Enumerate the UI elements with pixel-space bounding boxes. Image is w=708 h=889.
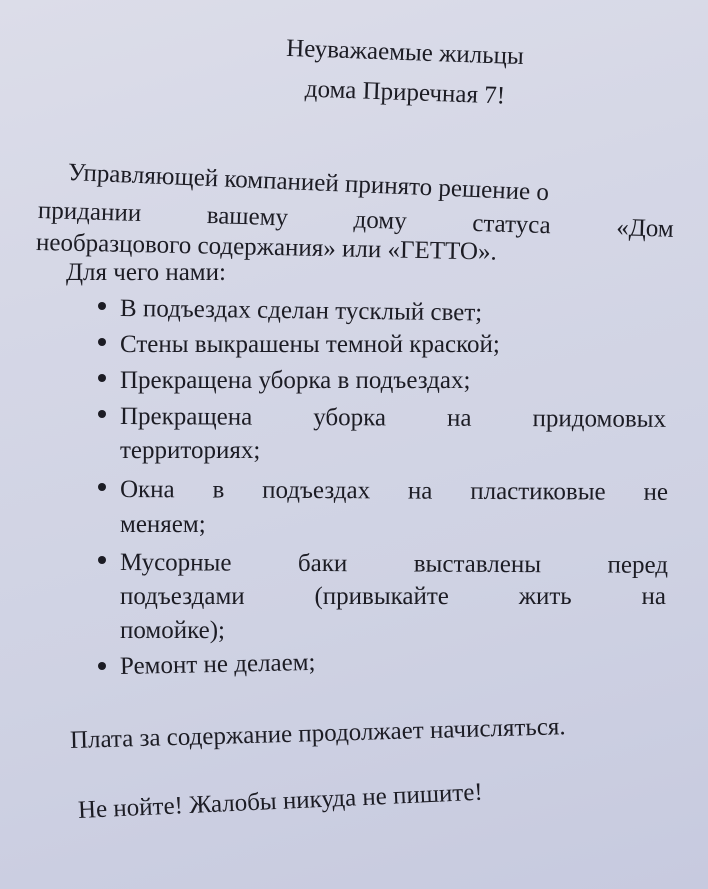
word: на	[407, 477, 433, 505]
word: подъездах	[262, 476, 371, 505]
bullet-item-continuation: территориях;	[120, 437, 261, 464]
word: не	[643, 478, 669, 506]
bullet-item: Ремонт не делаем;	[119, 648, 316, 680]
bullet-dot	[98, 302, 106, 310]
word: Прекращена	[119, 403, 253, 431]
bullet-dot	[98, 410, 106, 418]
notice-title-line2: дома Приречная 7!	[304, 75, 506, 110]
word: подъездами	[120, 583, 245, 610]
word: дому	[353, 206, 408, 235]
word: жить	[518, 583, 572, 610]
paragraph-line: Для чего нами:	[66, 259, 226, 286]
word: уборка	[313, 404, 387, 432]
word: перед	[607, 551, 669, 579]
word: пластиковые	[470, 477, 606, 506]
bullet-dot	[98, 483, 106, 491]
bullet-dot	[98, 374, 106, 382]
word: придании	[37, 197, 142, 228]
bullet-item-justified	[120, 475, 668, 508]
word: выставлены	[413, 550, 542, 579]
notice-title-line1: Неуважаемые жильцы	[285, 34, 525, 71]
word: Окна	[119, 476, 175, 504]
word: в	[212, 476, 225, 504]
bullet-item: Прекращена уборка в подъездах;	[120, 367, 471, 394]
bullet-item: Стены выкрашены темной краской;	[120, 331, 500, 358]
word: вашему	[206, 202, 289, 232]
word: на	[641, 583, 666, 610]
word: (привыкайте	[314, 583, 449, 610]
word: баки	[297, 549, 348, 578]
bullet-dot	[98, 662, 106, 670]
bullet-dot	[98, 556, 106, 564]
bullet-item-justified	[120, 402, 666, 435]
bullet-dot	[98, 338, 106, 346]
bullet-item-justified	[120, 548, 668, 581]
bullet-item-continuation-justified	[120, 582, 666, 612]
word: «Дом	[615, 214, 675, 243]
notice-sheet	[30, 20, 690, 870]
bullet-item-continuation: меняем;	[120, 511, 206, 538]
footer-line: Не нойте! Жалобы никуда не пишите!	[77, 778, 484, 824]
paragraph-line: необразцового содержания» или «ГЕТТО».	[35, 229, 498, 266]
bullet-item-continuation: помойке);	[120, 617, 225, 644]
bullet-item: В подъездах сделан тусклый свет;	[119, 295, 483, 327]
word: статуса	[471, 209, 552, 240]
word: Мусорные	[119, 549, 232, 577]
paragraph-line: Управляющей компанией принято решение о	[67, 159, 550, 207]
footer-line: Плата за содержание продолжает начисляться.	[69, 713, 566, 754]
word: на	[446, 404, 472, 432]
word: придомовых	[532, 405, 667, 433]
